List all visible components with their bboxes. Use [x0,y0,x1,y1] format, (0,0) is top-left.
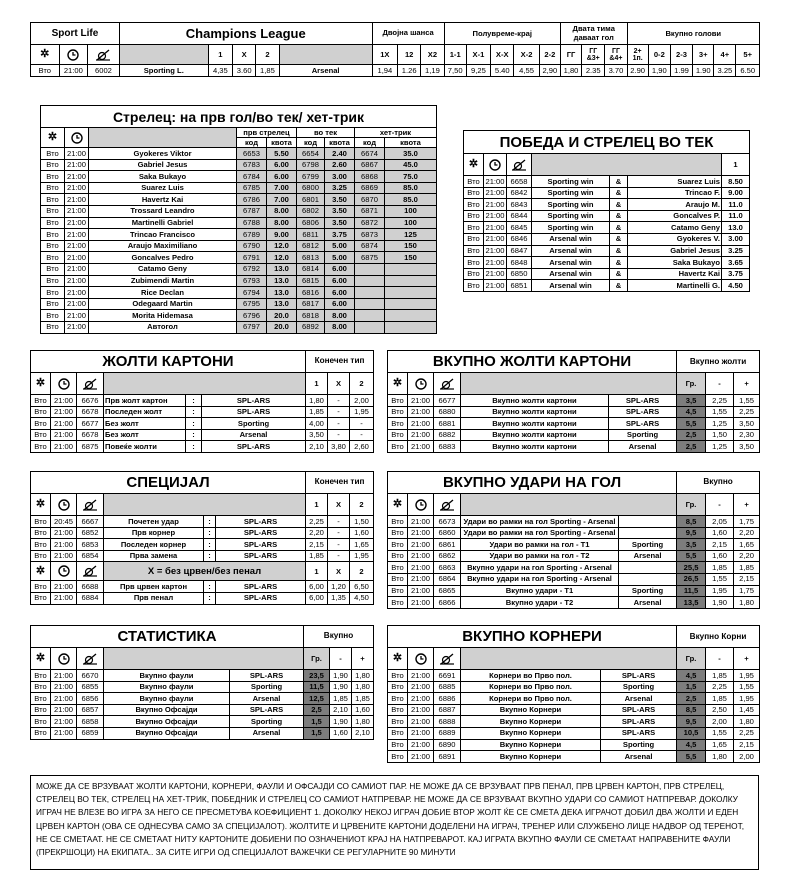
table-row[interactable]: Вто 21:00 6887 Вкупно Корнери SPL-ARS 8,5 2,50 1,45 [388,704,760,716]
table-row[interactable]: Вто 21:00 6853 Последен корнер : SPL-ARS 2,15 - 1,65 [31,539,374,551]
table-row[interactable]: Вто 21:00 Trincao Francisco 6789 9.00 6811 3.75 6873 125 [41,229,437,241]
double-chance-header: Двојна шанса [372,23,444,45]
special-table: СПЕЦИЈАЛ Конечен тип ✲ 1 X 2 Вто 20:45 6667 Почетен удар : SPL-ARS 2,25 - 1,50 Вто 21:00 6852 Прв корнер : SPL-ARS 2,20 - 1,60 Вто 21:00 6853 Последен корнер : SPL-ARS 2,15 - 1,65 Вто 21:00 6854 Прва замена : SPL-ARS 1,85 - 1,95 ✲ X = без црвен/без пенал 1 X 2 Вто 21:00 6688 Прв црвен картон : SPL-ARS 6,00 1,20 6,50 Вто 21:00 6884 Прв пенал : SPL-ARS 6,00 1,35 4,50 [30,471,373,605]
gear-icon: ✲ [464,154,484,176]
yellow-title: ЖОЛТИ КАРТОНИ [31,351,306,373]
table-row[interactable]: Вто 21:00 6880 Вкупно жолти картони SPL-ARS 4,5 1,55 2,25 [388,406,760,418]
clock-icon [408,494,434,516]
stats-title: СТАТИСТИКА [31,626,304,648]
table-row[interactable]: Вто 21:00 Автогол 6797 20.0 6892 8.00 [41,321,437,333]
table-row[interactable]: Вто 21:00 Trossard Leandro 6787 8.00 6802 3.50 6871 100 [41,205,437,217]
special-title: СПЕЦИЈАЛ [31,472,306,494]
win-scorer-title: ПОБЕДА И СТРЕЛЕЦ ВО ТЕК [464,131,750,154]
table-row[interactable]: Вто 21:00 6852 Прв корнер : SPL-ARS 2,20 - 1,60 [31,527,374,539]
table-row[interactable]: Вто 21:00 6857 Вкупно Офсајди SPL-ARS 2,5 2,10 1,60 [31,704,374,716]
special-mid-label: X = без црвен/без пенал [104,562,306,581]
clock-icon [59,45,88,65]
table-row[interactable]: Вто 21:00 6670 Вкупно фаули SPL-ARS 23,5 1,90 1,80 [31,670,374,682]
table-row[interactable]: Вто 21:00 Morita Hidemasa 6796 20.0 6818 8.00 [41,310,437,322]
table-row[interactable]: Вто 21:00 6855 Вкупно фаули Sporting 11,5 1,90 1,80 [31,681,374,693]
table-row[interactable]: Вто 21:00 Gyokeres Viktor 6653 5.50 6654 2.40 6674 35.0 [41,148,437,160]
yellow-total-table: ВКУПНО ЖОЛТИ КАРТОНИ Вкупно жолти ✲ Гр. - + Вто 21:00 6677 Вкупно жолти картони SPL-ARS 3,5 2,25 1,55 Вто 21:00 6880 Вкупно жолти картони SPL-ARS 4,5 1,55 2,25 Вто 21:00 6881 Вкупно жолти картони SPL-ARS 5,5 1,25 3,50 Вто 21:00 6882 Вкупно жолти картони Sporting 2,5 1,50 2,30 Вто 21:00 6883 Вкупно жолти картони Arsenal 2,5 1,25 3,50 [387,350,759,453]
col-1x: 1X [372,45,397,65]
col-goals: 5+ [736,45,760,65]
ball-icon [77,648,104,670]
col-goals: 3+ [693,45,714,65]
table-row[interactable]: Вто 21:00 6866 Вкупно удари - Т2 Arsenal 13,5 1,90 1,80 [388,597,760,609]
table-row[interactable]: Вто 21:00 6882 Вкупно жолти картони Sporting 2,5 1,50 2,30 [388,429,760,441]
table-row[interactable]: Вто 21:00 6847 Arsenal win & Gabriel Jesus 3.25 [464,245,750,257]
table-row[interactable]: Вто 21:00 6850 Arsenal win & Havertz Kai 3.75 [464,268,750,280]
col-goals: 4+ [714,45,736,65]
table-row[interactable]: Вто 21:00 6884 Прв пенал : SPL-ARS 6,00 1,35 4,50 [31,592,374,604]
ball-icon [77,494,104,516]
stats-table: СТАТИСТИКА Вкупно ✲ Гр. - + Вто 21:00 6670 Вкупно фаули SPL-ARS 23,5 1,90 1,80 Вто 21:00 6855 Вкупно фаули Sporting 11,5 1,90 1,80 Вто 21:00 6856 Вкупно фаули Arsenal 12,5 1,85 1,85 Вто 21:00 6857 Вкупно Офсајди SPL-ARS 2,5 2,10 1,60 Вто 21:00 6858 Вкупно Офсајди Sporting 1,5 1,90 1,80 Вто 21:00 6859 Вкупно Офсајди Arsenal 1,5 1,60 2,10 [30,625,373,740]
col-goals: 2-3 [670,45,692,65]
main-market [30,22,760,77]
col-x: X [233,45,256,65]
table-row[interactable]: Вто 21:00 Saka Bukayo 6784 6.00 6799 3.00 6868 75.0 [41,171,437,183]
gear-icon: ✲ [31,648,51,670]
ball-icon [77,562,104,581]
table-row[interactable]: Вто 21:00 6678 Последен жолт : SPL-ARS 1,85 - 1,95 [31,406,374,418]
clock-icon [484,154,507,176]
btts-header: Двата тима даваат гол [560,23,627,45]
table-row[interactable]: Вто 21:00 6883 Вкупно жолти картони Arsenal 2,5 1,25 3,50 [388,441,760,453]
table-row[interactable]: Вто 21:00 6843 Sporting win & Araujo M. 11.0 [464,199,750,211]
total-goals-header: Вкупно голови [627,23,759,45]
col-goals: 2+ 1п. [627,45,648,65]
col-btts: ГГ &3+ [582,45,605,65]
table-row[interactable]: Вто 21:00 6862 Удари во рамки на гол - Т2 Arsenal 5,5 1,60 2,20 [388,550,760,562]
clock-icon [51,562,77,581]
ball-icon [434,494,461,516]
col-htft: X-X [491,45,514,65]
clock-icon [51,373,77,395]
table-row[interactable]: Вто 21:00 6658 Sporting win & Suarez Luis 8.50 [464,176,750,188]
col-2: 2 [256,45,279,65]
table-row[interactable]: Вто 21:00 Gabriel Jesus 6783 6.00 6798 2.60 6867 45.0 [41,159,437,171]
table-row[interactable]: Вто 21:00 6886 Корнери во Прво пол. Arsenal 2,5 1,85 1,95 [388,693,760,705]
table-row[interactable]: Вто 21:00 6881 Вкупно жолти картони SPL-ARS 5,5 1,25 3,50 [388,418,760,430]
col-btts: ГГ &4+ [605,45,627,65]
table-row[interactable]: Вто 21:00 6864 Вкупно удари на гол Sporting - Arsenal 26,5 1,55 2,15 [388,573,760,585]
gear-icon: ✲ [388,494,408,516]
col-htft: X-1 [466,45,490,65]
table-row[interactable]: Вто 21:00 6677 Без жолт : Sporting 4,00 - - [31,418,374,430]
table-row[interactable]: Вто 21:00 6677 Вкупно жолти картони SPL-ARS 3,5 2,25 1,55 [388,395,760,407]
col-goals: 0-2 [648,45,670,65]
table-row[interactable]: Вто 21:00 6673 Удари во рамки на гол Sporting - Arsenal 8,5 2,05 1,75 [388,516,760,528]
away-team: Arsenal [279,65,372,77]
clock-icon [51,648,77,670]
table-row[interactable]: Вто 21:00 6851 Arsenal win & Martinelli G. 4.50 [464,280,750,292]
league-title: Champions League [119,23,372,45]
col-12: 12 [398,45,421,65]
col-htft: X-2 [514,45,539,65]
clock-icon [65,128,89,148]
table-row[interactable]: Вто 21:00 6888 Вкупно Корнери SPL-ARS 9,5 2,00 1,80 [388,716,760,728]
table-row[interactable]: Вто 21:00 6846 Arsenal win & Gyokeres V. 3.00 [464,233,750,245]
table-row[interactable]: Вто 21:00 6688 Прв црвен картон : SPL-ARS 6,00 1,20 6,50 [31,581,374,593]
brand: Sport Life [31,23,120,45]
table-row[interactable]: Вто 21:00 Havertz Kai 6786 7.00 6801 3.50 6870 85.0 [41,194,437,206]
table-row[interactable]: Вто 21:00 Martinelli Gabriel 6788 8.00 6806 3.50 6872 100 [41,217,437,229]
table-row[interactable]: Вто 21:00 Odegaard Martin 6795 13.0 6817 6.00 [41,298,437,310]
col-x2: X2 [421,45,444,65]
col-btts: ГГ [560,45,581,65]
table-row[interactable]: Вто 21:00 6863 Вкупно удари на гол Sporting - Arsenal 25,5 1,85 1,85 [388,562,760,574]
match-row[interactable]: Вто 21:00 6002 Sporting L. 4,35 3.60 1,85 Arsenal 1,94 1.26 1,19 7,50 9,25 5.40 4,55 2,90 1,80 2.35 3.70 2.90 1,90 1.99 1.90 3.25 6.50 [31,65,760,77]
table-row[interactable]: Вто 21:00 6858 Вкупно Офсајди Sporting 1,5 1,90 1,80 [31,716,374,728]
htft-header: Полувреме-крај [444,23,560,45]
shots-title: ВКУПНО УДАРИ НА ГОЛ [388,472,677,494]
table-row[interactable]: Вто 21:00 Catamo Geny 6792 13.0 6814 6.00 [41,263,437,275]
table-row[interactable]: Вто 21:00 6678 Без жолт : Arsenal 3,50 - - [31,429,374,441]
table-row[interactable]: Вто 21:00 Araujo Maximiliano 6790 12.0 6812 5.00 6874 150 [41,240,437,252]
corners-table: ВКУПНО КОРНЕРИ Вкупно Корни ✲ Гр. - + Вто 21:00 6691 Корнери во Прво пол. SPL-ARS 4,5 1,85 1,95 Вто 21:00 6885 Корнери во Прво пол. Sporting 1,5 2,25 1,55 Вто 21:00 6886 Корнери во Прво пол. Arsenal 2,5 1,85 1,95 Вто 21:00 6887 Вкупно Корнери SPL-ARS 8,5 2,50 1,45 Вто 21:00 6888 Вкупно Корнери SPL-ARS 9,5 2,00 1,80 Вто 21:00 6889 Вкупно Корнери SPL-ARS 10,5 1,55 2,25 Вто 21:00 6890 Вкупно Корнери Sporting 4,5 1,65 2,15 Вто 21:00 6891 Вкупно Корнери Arsenal 5,5 1,80 2,00 [387,625,759,763]
gear-icon: ✲ [31,494,51,516]
gear-icon: ✲ [388,373,408,395]
table-row[interactable]: Вто 21:00 Goncalves Pedro 6791 12.0 6813 5.00 6875 150 [41,252,437,264]
home-team: Sporting L. [119,65,208,77]
table-row[interactable]: Вто 21:00 6865 Вкупно удари - Т1 Sporting 11,5 1,95 1,75 [388,585,760,597]
clock-icon [408,648,434,670]
table-row[interactable]: Вто 21:00 6691 Корнери во Прво пол. SPL-ARS 4,5 1,85 1,95 [388,670,760,682]
ball-icon [77,373,104,395]
clock-icon [408,373,434,395]
scorer-table: Стрелец: на прв гол/во тек/ хет-трик ✲ прв стрелец во тек хет-трик код квота код квота код квота Вто 21:00 Gyokeres Viktor 6653 5.50 6654 2.40 6674 35.0 Вто 21:00 Gabriel Jesus 6783 6.00 6798 2.60 6867 45.0 Вто 21:00 Saka Bukayo 6784 6.00 6799 3.00 6868 75.0 Вто 21:00 Suarez Luis 6785 7.00 6800 3.25 6869 85.0 Вто 21:00 Havertz Kai 6786 7.00 6801 3.50 6870 85.0 Вто 21:00 Trossard Leandro 6787 8.00 6802 3.50 6871 100 Вто 21:00 Martinelli Gabriel 6788 8.00 6806 3.50 6872 100 Вто 21:00 Trincao Francisco 6789 9.00 6811 3.75 6873 125 Вто 21:00 Araujo Maximiliano 6790 12.0 6812 5.00 6874 150 Вто 21:00 Goncalves Pedro 6791 12.0 6813 5.00 6875 150 Вто 21:00 Catamo Geny 6792 13.0 6814 6.00 Вто 21:00 Zubimendi Martin 6793 13.0 6815 6.00 Вто 21:00 Rice Declan 6794 13.0 6816 6.00 Вто 21:00 Odegaard Martin 6795 13.0 6817 6.00 Вто 21:00 Morita Hidemasa 6796 20.0 6818 8.00 Вто 21:00 Автогол 6797 20.0 6892 8.00 [40,105,436,334]
table-row[interactable]: Вто 21:00 6859 Вкупно Офсајди Arsenal 1,5 1,60 2,10 [31,727,374,739]
table-row[interactable]: Вто 20:45 6667 Почетен удар : SPL-ARS 2,25 - 1,50 [31,516,374,528]
ball-icon [88,45,120,65]
table-row[interactable]: Вто 21:00 6889 Вкупно Корнери SPL-ARS 10,5 1,55 2,25 [388,727,760,739]
yellow-total-title: ВКУПНО ЖОЛТИ КАРТОНИ [388,351,677,373]
gear-icon: ✲ [31,373,51,395]
table-row[interactable]: Вто 21:00 6891 Вкупно Корнери Arsenal 5,5 1,80 2,00 [388,751,760,763]
ball-icon [434,648,461,670]
table-row[interactable]: Вто 21:00 Zubimendi Martin 6793 13.0 6815 6.00 [41,275,437,287]
ball-icon [507,154,532,176]
table-row[interactable]: Вто 21:00 6844 Sporting win & Goncalves P. 11.0 [464,210,750,222]
table-row[interactable]: Вто 21:00 Suarez Luis 6785 7.00 6800 3.25 6869 85.0 [41,182,437,194]
gear-icon: ✲ [41,128,65,148]
col-htft: 2-2 [539,45,560,65]
table-row[interactable]: Вто 21:00 6885 Корнери во Прво пол. Sporting 1,5 2,25 1,55 [388,681,760,693]
table-row[interactable]: Вто 21:00 6676 Прв жолт картон : SPL-ARS 1,80 - 2,00 [31,395,374,407]
col-htft: 1-1 [444,45,466,65]
table-row[interactable]: Вто 21:00 6875 Повеќе жолти : SPL-ARS 2,10 3,80 2,60 [31,441,374,453]
table-row[interactable]: Вто 21:00 6845 Sporting win & Catamo Geny 13.0 [464,222,750,234]
table-row[interactable]: Вто 21:00 6842 Sporting win & Trincao F. 9.00 [464,187,750,199]
yellow-cards-table: ЖОЛТИ КАРТОНИ Конечен тип ✲ 1 X 2 Вто 21:00 6676 Прв жолт картон : SPL-ARS 1,80 - 2,00 Вто 21:00 6678 Последен жолт : SPL-ARS 1,85 - 1,95 Вто 21:00 6677 Без жолт : Sporting 4,00 - - Вто 21:00 6678 Без жолт : Arsenal 3,50 - - Вто 21:00 6875 Повеќе жолти : SPL-ARS 2,10 3,80 2,60 [30,350,373,453]
scorer-title: Стрелец: на прв гол/во тек/ хет-трик [41,106,437,128]
col-1: 1 [208,45,232,65]
table-row[interactable]: Вто 21:00 6890 Вкупно Корнери Sporting 4,5 1,65 2,15 [388,739,760,751]
table-row[interactable]: Вто 21:00 6854 Прва замена : SPL-ARS 1,85 - 1,95 [31,550,374,562]
table-row[interactable]: Вто 21:00 6861 Удари во рамки на гол - Т1 Sporting 3,5 2,15 1,65 [388,539,760,551]
terms-footnote: МОЖЕ ДА СЕ ВРЗУВААТ ЖОЛТИ КАРТОНИ, КОРНЕРИ, ФАУЛИ И ОФСАJДИ СО САМИОТ ПАР. НЕ МОЖЕ ДА СЕ ВРЗУВААТ ПРВ ПЕНАЛ, ПРВ ЦРВЕН КАРТОН, ПРВ СТРЕЛЕЦ, СТРЕЛЕЦ ВО ТЕК, СТРЕЛЕЦ НА ХЕТ-ТРИК, ПОБЕДНИК И СТРЕЛЕЦ СО САМИОТ НАТПРЕВАР. НЕ МОЖЕ ДА СЕ ВРЗУВААТ ВКУПНО УДАРИ СО САМИОТ НАТПРЕВАР. ДОКОЛКУ ИГРАЧ НЕ ВЛЕЗЕ ВО ИГРА ЗА НЕГО СЕ ПРЕСМЕТУВА КОЕФИЦИЕНТ 1. ДОКОЛКУ НЕКОЈ ИГРАЧ ДОБИЕ ВТОР ЖОЛТ ЌЕ СЕ СМЕТА ДЕКА ИГРАЧОТ ДОБИЛ ДВА ЖОЛТИ И ЕДЕН ЦРВЕН КАРТОН (ОВА СЕ ОДНЕСУВА САМО ЗА СПЕЦИЈАЛОТ). ЖОЛТИТЕ И ЦРВЕНИТЕ КАРТОНИ ДОДЕЛЕНИ НА ИГРАЧ, ТРЕНЕР ИЛИ СЛУЖБЕНО ЛИЦЕ НАДВОР ОД ТЕРЕНОТ, НЕ СЕ СМЕТААТ. НЕ СЕ СМЕТААТ НИТУ КАРТОНИТЕ ДОБИЕНИ ПО ОЗНАЧЕНИОТ КРАЈ НА НАТПРЕВАРОТ. КАЈ ИГРАТА ВКУПНО ФАУЛИ СЕ СМЕТААТ НАПРАВЕНИТЕ ФАУЛИ (ПРЕКРШОЦИ) НА ЕКИПАТА.. ЗА СИТЕ ИГРИ ОД СПЕЦИЈАЛОТ ВАЖЕЧКИ СЕ РЕГУЛАРНИТЕ 90 МИНУТИ [30,775,759,870]
corners-title: ВКУПНО КОРНЕРИ [388,626,677,648]
table-row[interactable]: Вто 21:00 6860 Удари во рамки на гол Sporting - Arsenal 9,5 1,60 2,20 [388,527,760,539]
clock-icon [51,494,77,516]
win-scorer-table: ПОБЕДА И СТРЕЛЕЦ ВО ТЕК ✲ 1 Вто 21:00 6658 Sporting win & Suarez Luis 8.50 Вто 21:00 6842 Sporting win & Trincao F. 9.00 Вто 21:00 6843 Sporting win & Araujo M. 11.0 Вто 21:00 6844 Sporting win & Goncalves P. 11.0 Вто 21:00 6845 Sporting win & Catamo Geny 13.0 Вто 21:00 6846 Arsenal win & Gyokeres V. 3.00 Вто 21:00 6847 Arsenal win & Gabriel Jesus 3.25 Вто 21:00 6848 Arsenal win & Saka Bukayo 3.65 Вто 21:00 6850 Arsenal win & Havertz Kai 3.75 Вто 21:00 6851 Arsenal win & Martinelli G. 4.50 [463,130,749,292]
ball-icon [434,373,461,395]
gear-icon: ✲ [31,45,60,65]
shots-table: ВКУПНО УДАРИ НА ГОЛ Вкупно ✲ Гр. - + Вто 21:00 6673 Удари во рамки на гол Sporting - Arsenal 8,5 2,05 1,75 Вто 21:00 6860 Удари во рамки на гол Sporting - Arsenal 9,5 1,60 2,20 Вто 21:00 6861 Удари во рамки на гол - Т1 Sporting 3,5 2,15 1,65 Вто 21:00 6862 Удари во рамки на гол - Т2 Arsenal 5,5 1,60 2,20 Вто 21:00 6863 Вкупно удари на гол Sporting - Arsenal 25,5 1,85 1,85 Вто 21:00 6864 Вкупно удари на гол Sporting - Arsenal 26,5 1,55 2,15 Вто 21:00 6865 Вкупно удари - Т1 Sporting 11,5 1,95 1,75 Вто 21:00 6866 Вкупно удари - Т2 Arsenal 13,5 1,90 1,80 [387,471,759,609]
table-row[interactable]: Вто 21:00 6856 Вкупно фаули Arsenal 12,5 1,85 1,85 [31,693,374,705]
gear-icon: ✲ [31,562,51,581]
table-row[interactable]: Вто 21:00 Rice Declan 6794 13.0 6816 6.00 [41,287,437,299]
gear-icon: ✲ [388,648,408,670]
table-row[interactable]: Вто 21:00 6848 Arsenal win & Saka Bukayo 3.65 [464,257,750,269]
